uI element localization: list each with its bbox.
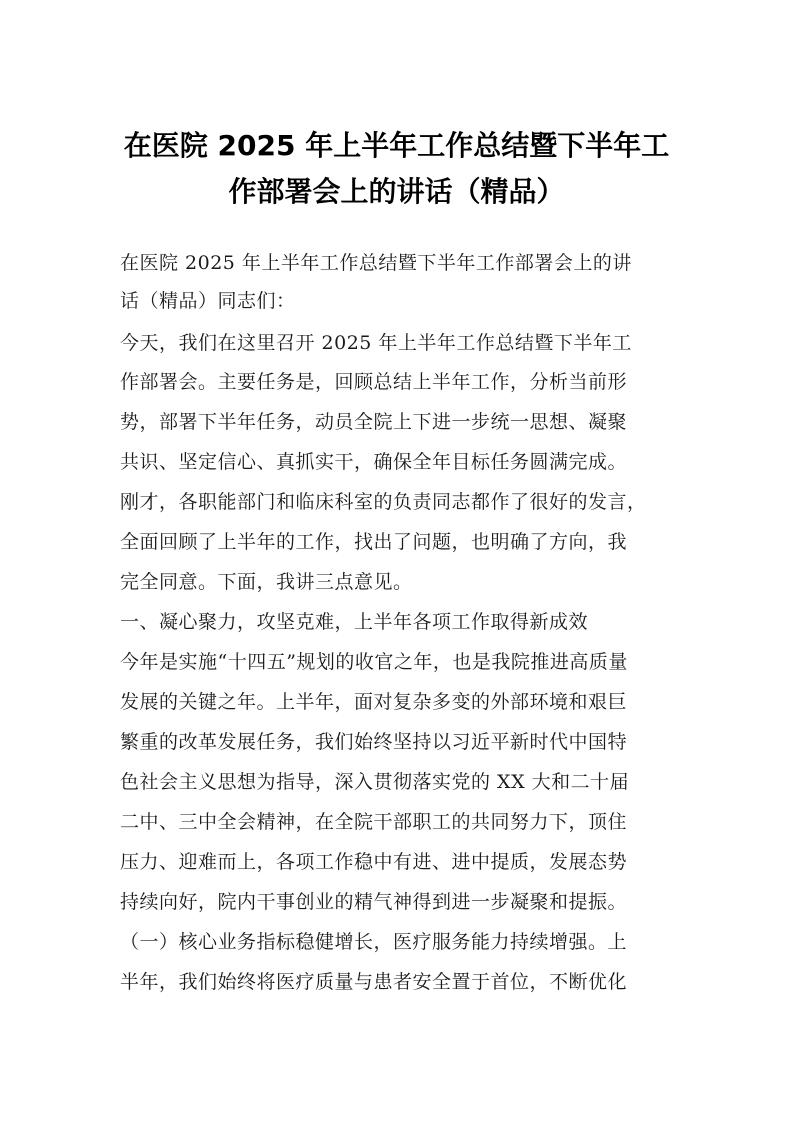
subsection-heading: （一）核心业务指标稳健增长，医疗服务能力持续增强。上 [120, 931, 628, 953]
body-line: 繁重的改革发展任务，我们始终坚持以习近平新时代中国特 [120, 731, 628, 753]
body-line: 话（精品）同志们： [120, 290, 296, 312]
body-line: 在医院 2025 年上半年工作总结暨下半年工作部署会上的讲 [120, 252, 632, 274]
body-line: 压力、迎难而上，各项工作稳中有进、进中提质，发展态势 [120, 851, 628, 873]
body-line: 色社会主义思想为指导，深入贯彻落实党的 XX 大和二十届 [120, 771, 630, 793]
body-line: 完全同意。下面，我讲三点意见。 [120, 571, 413, 593]
body-line: 共识、坚定信心、真抓实干，确保全年目标任务圆满完成。 [120, 451, 628, 473]
body-line: 今年是实施“十四五”规划的收官之年，也是我院推进高质量 [120, 651, 628, 673]
body-line: 势，部署下半年任务，动员全院上下进一步统一思想、凝聚 [120, 411, 628, 433]
document-title-line-2: 作部署会上的讲话（精品） [228, 175, 565, 208]
body-line: 作部署会。主要任务是，回顾总结上半年工作，分析当前形 [120, 371, 628, 393]
body-line: 刚才，各职能部门和临床科室的负责同志都作了很好的发言， [120, 491, 647, 513]
section-heading: 一、凝心聚力，攻坚克难，上半年各项工作取得新成效 [120, 611, 589, 633]
body-line: 今天，我们在这里召开 2025 年上半年工作总结暨下半年工 [120, 332, 632, 354]
body-line: 持续向好，院内干事创业的精气神得到进一步凝聚和提振。 [120, 891, 628, 913]
document-title-line-1: 在医院 2025 年上半年工作总结暨下半年工 [123, 129, 670, 162]
body-line: 二中、三中全会精神，在全院干部职工的共同努力下，顶住 [120, 811, 628, 833]
body-line: 半年，我们始终将医疗质量与患者安全置于首位，不断优化 [120, 971, 628, 993]
body-line: 发展的关键之年。上半年，面对复杂多变的外部环境和艰巨 [120, 691, 628, 713]
body-line: 全面回顾了上半年的工作，找出了问题，也明确了方向，我 [120, 531, 628, 553]
